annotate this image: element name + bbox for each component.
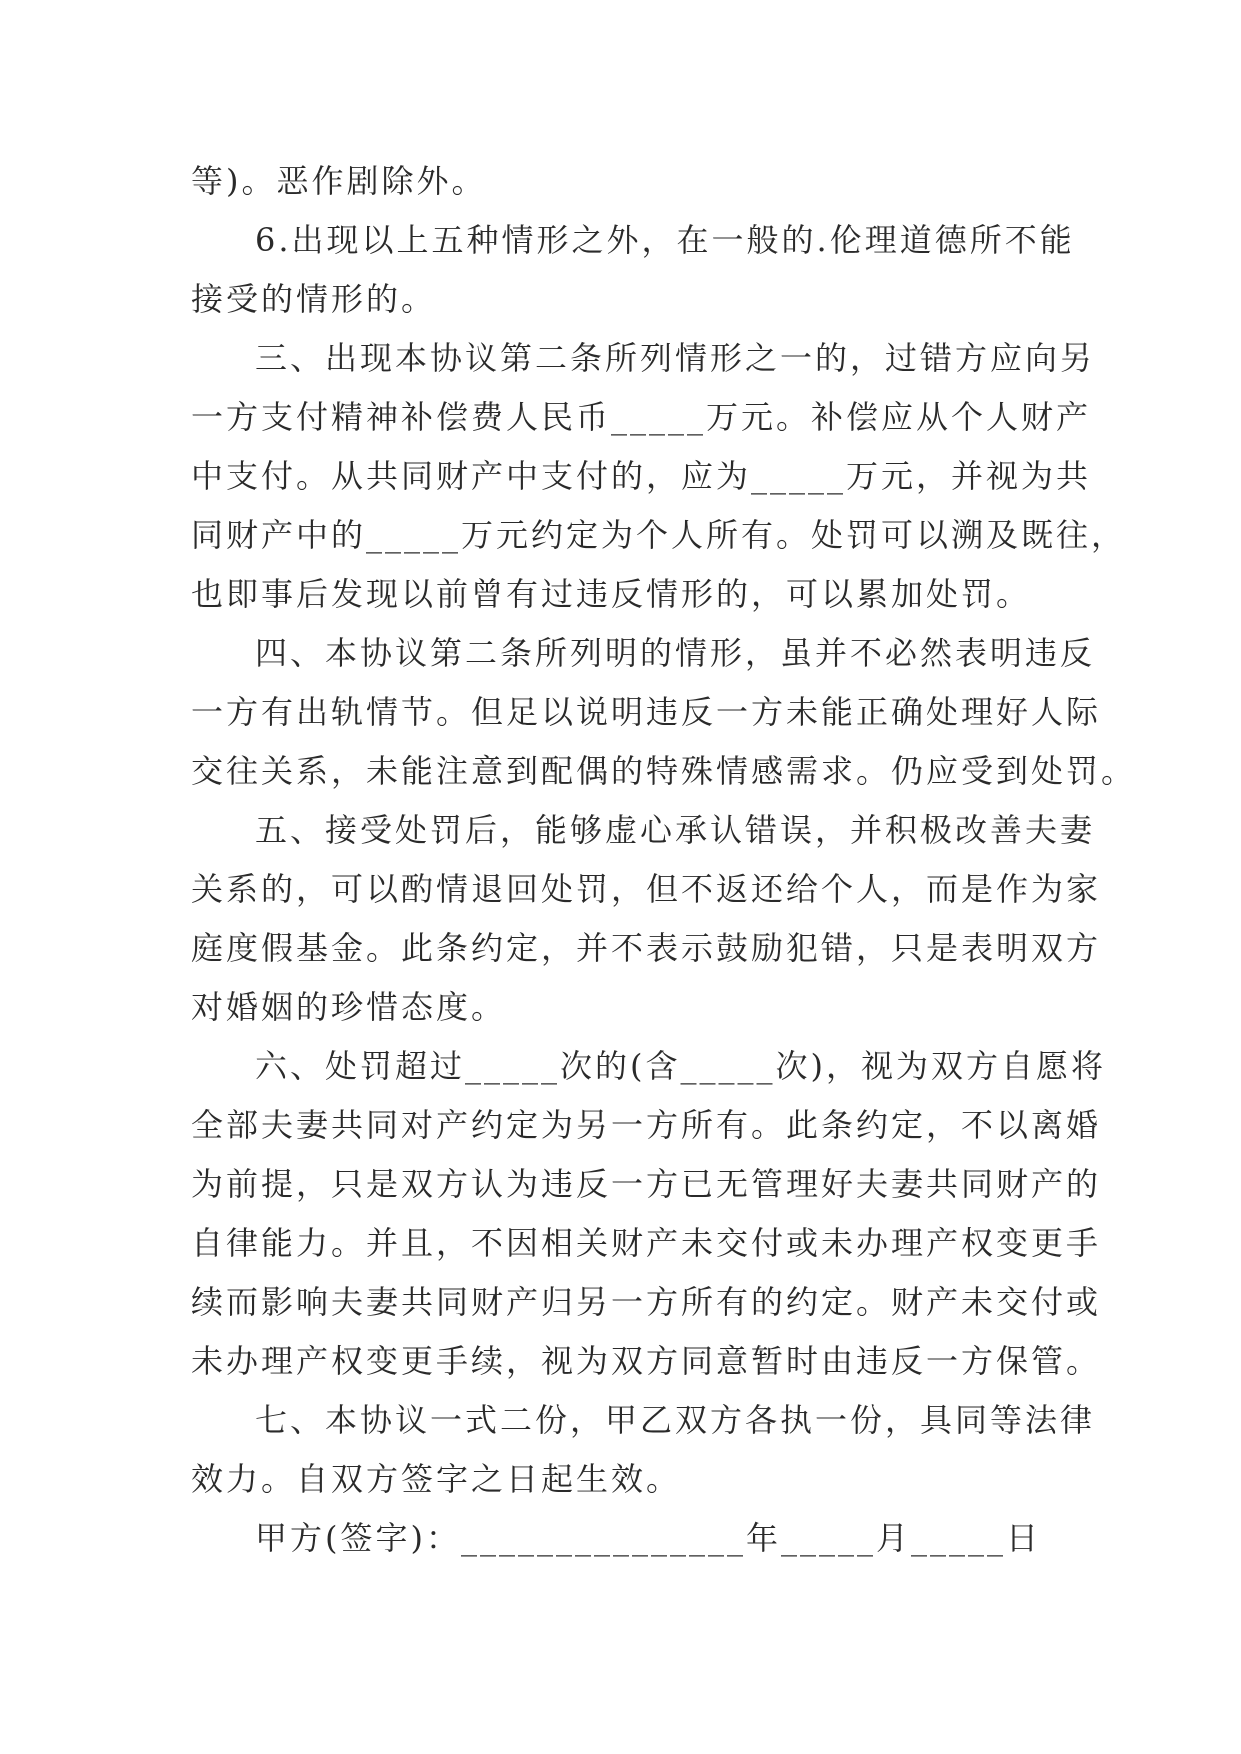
text-line: 为前提，只是双方认为违反一方已无管理好夫妻共同财产的 bbox=[191, 1165, 1102, 1203]
text-line: 同财产中的_____万元约定为个人所有。处罚可以溯及既往， bbox=[191, 516, 1127, 554]
text-line: 等)。恶作剧除外。 bbox=[191, 162, 487, 200]
text-line: 中支付。从共同财产中支付的，应为_____万元，并视为共 bbox=[191, 457, 1092, 495]
text-line: 6.出现以上五种情形之外，在一般的.伦理道德所不能 bbox=[255, 221, 1075, 259]
text-line: 未办理产权变更手续，视为双方同意暂时由违反一方保管。 bbox=[191, 1342, 1102, 1380]
text-line: 自律能力。并且，不因相关财产未交付或未办理产权变更手 bbox=[191, 1224, 1102, 1262]
text-line: 六、处罚超过_____次的(含_____次)，视为双方自愿将 bbox=[255, 1047, 1106, 1085]
text-line: 一方有出轨情节。但足以说明违反一方未能正确处理好人际 bbox=[191, 693, 1102, 731]
text-line: 对婚姻的珍惜态度。 bbox=[191, 988, 507, 1026]
text-line: 五、接受处罚后，能够虚心承认错误，并积极改善夫妻 bbox=[255, 811, 1096, 849]
text-line: 庭度假基金。此条约定，并不表示鼓励犯错，只是表明双方 bbox=[191, 929, 1102, 967]
text-line: 接受的情形的。 bbox=[191, 280, 437, 318]
text-line: 也即事后发现以前曾有过违反情形的，可以累加处罚。 bbox=[191, 575, 1032, 613]
signature-line: 甲方(签字)：_______________年_____月_____日 bbox=[255, 1519, 1041, 1557]
text-line: 一方支付精神补偿费人民币_____万元。补偿应从个人财产 bbox=[191, 398, 1092, 436]
text-line: 全部夫妻共同对产约定为另一方所有。此条约定，不以离婚 bbox=[191, 1106, 1102, 1144]
text-line: 交往关系，未能注意到配偶的特殊情感需求。仍应受到处罚。 bbox=[191, 752, 1137, 790]
text-line: 续而影响夫妻共同财产归另一方所有的约定。财产未交付或 bbox=[191, 1283, 1102, 1321]
text-line: 四、本协议第二条所列明的情形，虽并不必然表明违反 bbox=[255, 634, 1096, 672]
text-line: 关系的，可以酌情退回处罚，但不返还给个人，而是作为家 bbox=[191, 870, 1102, 908]
text-line: 效力。自双方签字之日起生效。 bbox=[191, 1460, 682, 1498]
text-line: 三、出现本协议第二条所列情形之一的，过错方应向另 bbox=[255, 339, 1096, 377]
text-line: 七、本协议一式二份，甲乙双方各执一份，具同等法律 bbox=[255, 1401, 1096, 1439]
document-body bbox=[191, 152, 1137, 1568]
